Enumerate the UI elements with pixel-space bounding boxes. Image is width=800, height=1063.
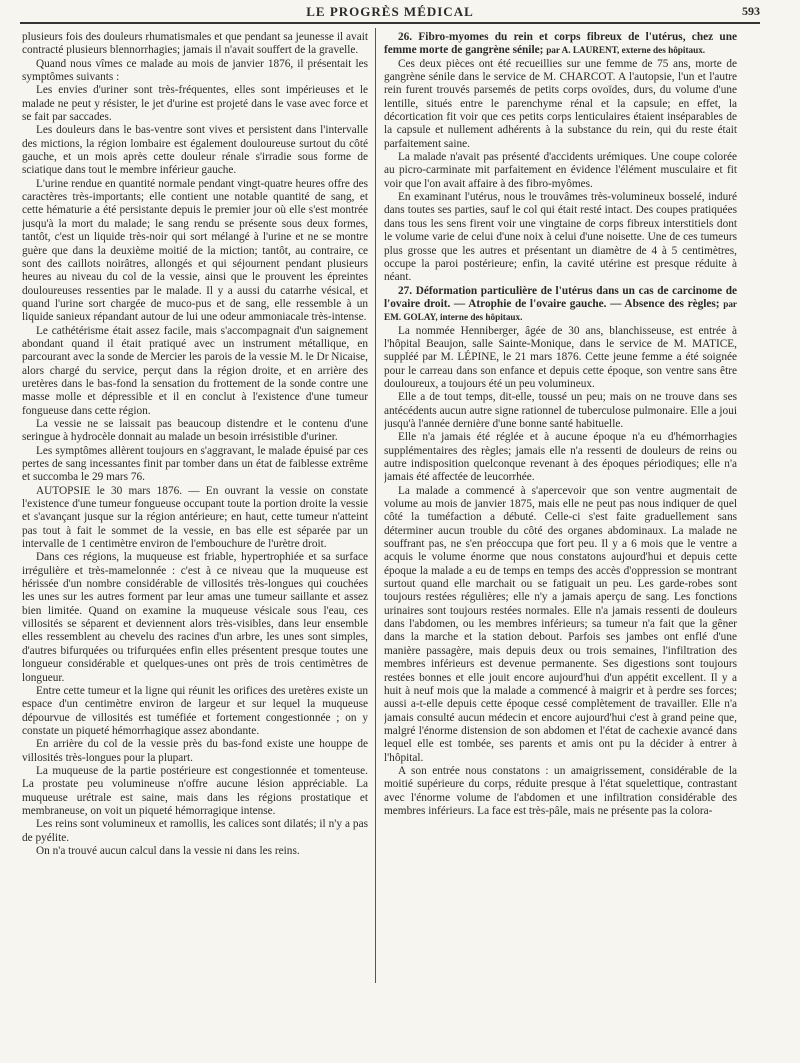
paragraph: Les reins sont volumineux et ramollis, les calices sont dilatés; il n'y a pas de pyélite. xyxy=(22,818,368,844)
page-header xyxy=(20,4,760,24)
running-title: LE PROGRÈS MÉDICAL xyxy=(306,4,474,19)
section-27-byline: par EM. GOLAY, interne des hôpitaux. xyxy=(384,298,737,323)
paragraph: La nommée Henniberger, âgée de 30 ans, blanchisseuse, est entrée à l'hôpital Beaujon, salle Sainte-Monique, dans le service de M. MATICE, suppléé par M. LÉPINE, le 21 mars 1876. Cette jeune femme a été soignée pour le carreau dans son enfance et depuis cette époque, son ventre sans être douloureux, a toujours été un peu volumineux. xyxy=(384,324,737,390)
paragraph: Les envies d'uriner sont très-fréquentes, elles sont impérieuses et le malade ne peut y résister, le jet d'urine est projeté dans le vase avec force et se fait par saccades. xyxy=(22,84,368,124)
column-divider xyxy=(375,28,376,983)
paragraph: On n'a trouvé aucun calcul dans la vessie ni dans les reins. xyxy=(36,844,300,857)
section-26-byline: par A. LAURENT, externe des hôpitaux. xyxy=(546,45,706,56)
right-column xyxy=(384,31,737,1031)
paragraph: plusieurs fois des douleurs rhumatismales et que pendant sa jeunesse il avait contracté plusieurs blennorrhagies; jamais il n'avait souffert de la gravelle. xyxy=(22,31,368,57)
paragraph: Entre cette tumeur et la ligne qui réunit les orifices des uretères existe un espace d'un centimètre environ de largeur et sur lequel la muqueuse dépourvue de villosités est tuméfiée et fortement congestionnée ; on y constate un piqueté hémorrhagique assez abondante. xyxy=(22,684,368,737)
paragraph: En arrière du col de la vessie près du bas-fond existe une houppe de villosités très-longues pour la plupart. xyxy=(22,738,368,764)
paragraph: A son entrée nous constatons : un amaigrissement, considérable de la moitié supérieure du corps, réduite presque à l'état squelettique, contrastant avec l'énorme volume de l'abdomen et une infiltration considérable des membres inférieurs. La face est très-pâle, mais ne présente pas la colora- xyxy=(384,764,737,817)
paragraph: Les symptômes allèrent toujours en s'aggravant, le malade épuisé par ces pertes de sang incessantes finit par tomber dans un état de faiblesse extrême et succomba le 29 mars 76. xyxy=(22,444,368,484)
paragraph: Dans ces régions, la muqueuse est friable, hypertrophiée et sa surface irrégulière et très-mamelonnée : c'est à ce niveau que la muqueuse est hérissée d'un nombre considérable de villosités très-longues qui couchées les unes sur les autres forment par leur amas une tumeur saillante et assez bien limitée. Quand on examine la muqueuse vésicale sous l'eau, ces villosités se séparent et deviennent alors très-visibles, dans leur ensemble elles ressemblent au chevelu des racines d'un arbre, les unes sont simples, d'autres bifurquées ou trifurquées enfin elles présentent presque toutes une longueur considérable et quelques-unes ont près de trois centimètres de longueur. xyxy=(22,551,368,684)
section-27-title: 27. Déformation particulière de l'utérus dans un cas de carcinome de l'ovaire droit. — Atrophie de l'ovaire gauche. — Absence des règles; par EM. GOLAY, interne des hôpitaux. xyxy=(384,284,737,323)
left-column xyxy=(22,31,368,1031)
paragraph: AUTOPSIE le 30 mars 1876. — En ouvrant la vessie on constate l'existence d'une tumeur fongueuse occupant toute la portion droite la vessie et s'avançant jusque sur la région antérieure; en haut, cette tumeur n'atteint pas tout à fait le sommet de la vessie, en bas elle est séparée par un intervalle de 1 centimètre environ de l'embouchure de l'urètre droit. xyxy=(22,484,368,551)
paragraph: Les douleurs dans le bas-ventre sont vives et persistent dans l'intervalle des mictions, la région lombaire est également douloureuse surtout du côté gauche, et un mois après cette douleur rénale s'irradie sous forme de sciatique dans tout le membre inférieur gauche. xyxy=(22,124,368,177)
paragraph: Elle a de tout temps, dit-elle, toussé un peu; mais on ne trouve dans ses antécédents aucun autre signe rationnel de tuberculose pulmonaire. Elle a joui jusqu'à l'année dernière d'une bonne santé habituelle. xyxy=(384,391,737,430)
paragraph: La malade n'avait pas présenté d'accidents urémiques. Une coupe colorée au picro-carminate mit parfaitement en évidence l'élément musculaire et fit voir que l'on avait affaire à des fibro-myômes. xyxy=(384,151,737,190)
paragraph: L'urine rendue en quantité normale pendant vingt-quatre heures offre des caractères très-importants; elle contient une notable quantité de sang, et cette hématurie a été persistante depuis le premier jour où elle s'est montrée jusqu'à la mort du malade; le sang rendu se présente sous deux formes, tantôt, c'est un liquide très-noir qui sort mélangé à l'urine et ne se montre guère que dans la deuxième moitié de la miction; tantôt, au contraire, ce sont des caillots noirâtres, allongés et qui séjournent pendant plusieurs heures au niveau du col de la vessie, ainsi que le prouvent les épreintes douloureuses ressenties par le malade. Il y a aussi du catarrhe vésical, et quand l'urine sort chargée de muco-pus et de sang, elle ressemble à un liquide sanieux répandant autour de lui une odeur ammoniacale très-intense. xyxy=(22,177,368,324)
paragraph: Le cathétérisme était assez facile, mais s'accompagnait d'un saignement abondant quand il était pratiqué avec un instrument métallique, en parcourant avec la sonde de Mercier les parois de la vessie M. le Dr Nicaise, alors chargé du service, perçut dans la région droite, et en arrière des uretères dans le bas-fond la sensation du frottement de la sonde contre une masse molle et dépressible et il en conclut à l'existence d'une tumeur fongueuse dans cette région. xyxy=(22,324,368,417)
section-26-title: 26. Fibro-myomes du rein et corps fibreux de l'utérus, chez une femme morte de gangrène sénile; par A. LAURENT, externe des hôpitaux. xyxy=(384,31,737,57)
paragraph: Ces deux pièces ont été recueillies sur une femme de 75 ans, morte de gangrène sénile dans le service de M. CHARCOT. A l'autopsie, l'un et l'autre rein furent trouvés parsemés de petits corps ovoïdes, durs, du volume d'une lentille, situés entre le parenchyme rénal et la capsule; en effet, la décortication fit voir que ces petits corps lenticulaires étaient inséparables de la capsule et nullement adhérents à la substance du rein, qui du reste était parfaitement saine. xyxy=(384,57,737,150)
page-number: 593 xyxy=(742,4,760,18)
paragraph: En examinant l'utérus, nous le trouvâmes très-volumineux bosselé, induré dans toutes ses parties, sauf le col qui était resté intact. Des coupes pratiquées dans tous les sens firent voir une vingtaine de corps fibreux interstitiels dont le volume varie de celui d'une noix à celui d'une noisette. Une de ces tumeurs plus grosse que les autres et présentant un diamètre de 4 à 5 centimètres, occupe la paroi postérieure; enfin, la cavité utérine est presque réduite à néant. xyxy=(384,191,737,284)
paragraph: Elle n'a jamais été réglée et à aucune époque n'a eu d'hémorrhagies supplémentaires des règles; jamais elle n'a ressenti de douleurs de reins ou autre indisposition quelconque revenant à des époques périodiques; elle n'a jamais été affectée de leucorrhée. xyxy=(384,431,737,484)
paragraph: Quand nous vîmes ce malade au mois de janvier 1876, il présentait les symptômes suivants : xyxy=(22,57,368,84)
paragraph: La muqueuse de la partie postérieure est congestionnée et tomenteuse. La prostate peu volumineuse n'offre aucune lésion appréciable. La muqueuse urétrale est saine, mais dans les régions prostatique et membraneuse, on voit un piqueté hémorragique intense. xyxy=(22,764,368,817)
paragraph: La malade a commencé à s'apercevoir que son ventre augmentait de volume au mois de janvier 1875, mais elle ne peut pas nous indiquer de quel côté la tuméfaction a débuté. Celle-ci s'est faite graduellement sans déterminer aucun trouble du côté des organes abdominaux. La malade ne souffrant pas, ne s'en préoccupa que fort peu. Il y a 6 mois que le ventre a acquis le volume énorme que nous constatons aujourd'hui et depuis cette époque la malade a eu de temps en temps des accès d'oppression se montrant surtout quand elle marchait ou se fatiguait un peu. Les garde-robes sont toujours restées régulières; elle n'y a jamais aperçu de sang. Les fonctions urinaires sont toujours restées normales. Elle n'a jamais ressenti de douleurs dans l'abdomen, ou les membres inférieurs; sa tumeur n'a fait que la gêner dans la marche et la station debout. Parfois ses jambes ont enflé d'une manière passagère, mais depuis deux ou trois semaines, l'infiltration des membres inférieurs est devenue permanente. Ses digestions sont toujours restées bonnes et elle jouit encore aujourd'hui d'un appétit excellent. Il y a huit à neuf mois que la malade a commencé à maigrir et à perdre ses forces; aussi a-t-elle depuis cette époque cessé complètement de travailler. Elle n'a jamais consulté aucun médecin et encore aujourd'hui c'est à grand peine que, malgré l'énorme distension de son abdomen et l'état de cachexie avancé dans lequel elle est tombée, ses parents et amis ont pu la décider à entrer à l'hôpital. xyxy=(384,484,737,764)
paragraph: La vessie ne se laissait pas beaucoup distendre et le contenu d'une seringue à hydrocèle donnait au malade un besoin irrésistible d'uriner. xyxy=(22,417,368,444)
